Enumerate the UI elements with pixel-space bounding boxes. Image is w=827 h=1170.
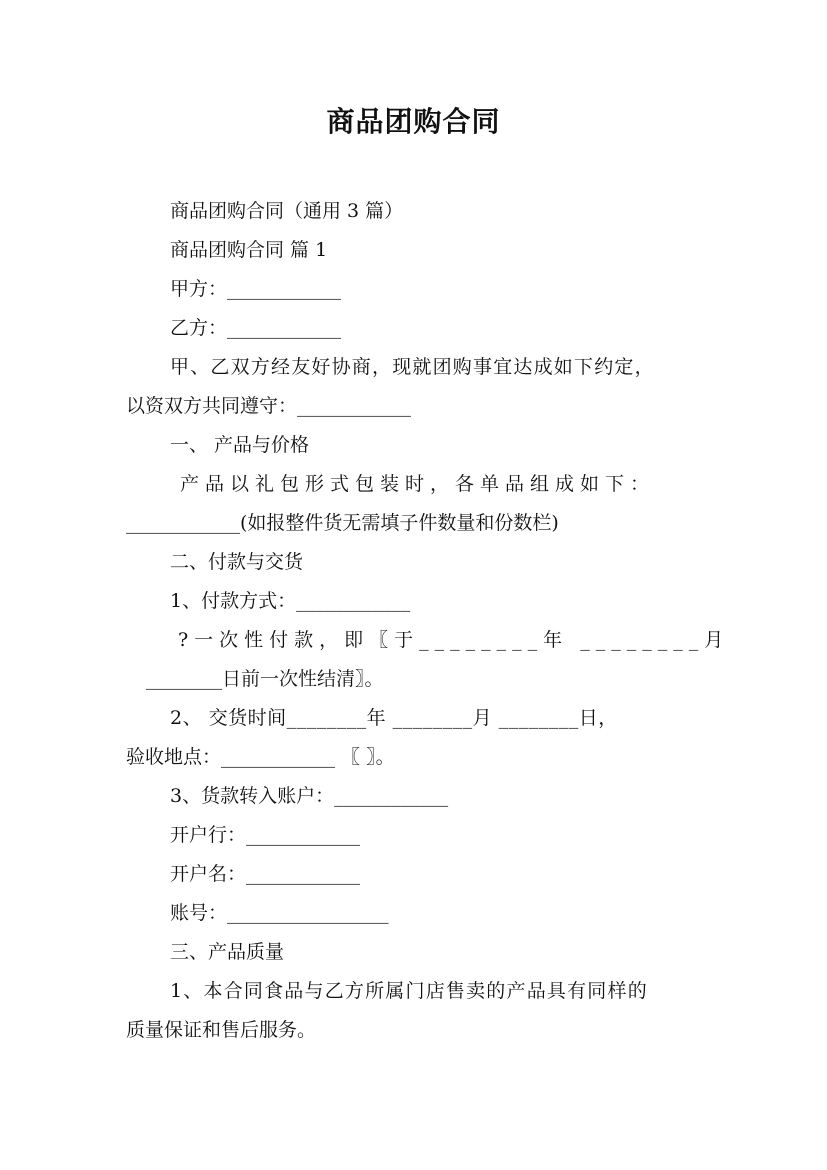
bank-name-line: 开户行：____________: [170, 824, 361, 846]
inspection-place-line: 验收地点：____________ 〖 〗。: [126, 746, 395, 768]
delivery-time-line: 2、 交货时间________年 ________月 ________日，: [170, 707, 618, 729]
one-time-payment-line: ?一次性付款，即〖于________年 ________月: [178, 629, 730, 651]
agreement-line-1: 甲、乙双方经友好协商，现就团购事宜达成如下约定，: [170, 356, 655, 378]
heading-product-quality: 三、产品质量: [170, 941, 285, 963]
quality-line-2: 质量保证和售后服务。: [126, 1019, 317, 1041]
account-name-line: 开户名：____________: [170, 863, 361, 885]
gift-pack-line: 产品以礼包形式包装时，各单品组成如下：: [180, 473, 656, 495]
payment-method-line: 1、付款方式：____________: [170, 590, 411, 612]
account-number-line: 账号：_________________: [170, 902, 389, 924]
party-b-line: 乙方：____________: [170, 317, 342, 339]
subtitle-line: 商品团购合同（通用 3 篇）: [170, 200, 404, 222]
section-heading-1: 商品团购合同 篇 1: [170, 239, 328, 261]
quality-line-1: 1、本合同食品与乙方所属门店售卖的产品具有同样的: [170, 980, 648, 1002]
gift-pack-note-line: ____________(如报整件货无需填子件数量和份数栏): [126, 512, 559, 534]
party-a-line: 甲方：____________: [170, 278, 342, 300]
agreement-line-2: 以资双方共同遵守：____________: [126, 395, 412, 417]
payment-deadline-line: ________日前一次性结清〗。: [146, 668, 384, 690]
document-title: 商品团购合同: [326, 105, 501, 138]
heading-product-price: 一、 产品与价格: [170, 434, 310, 456]
heading-payment-delivery: 二、付款与交货: [170, 551, 304, 573]
account-transfer-line: 3、货款转入账户：____________: [170, 785, 449, 807]
